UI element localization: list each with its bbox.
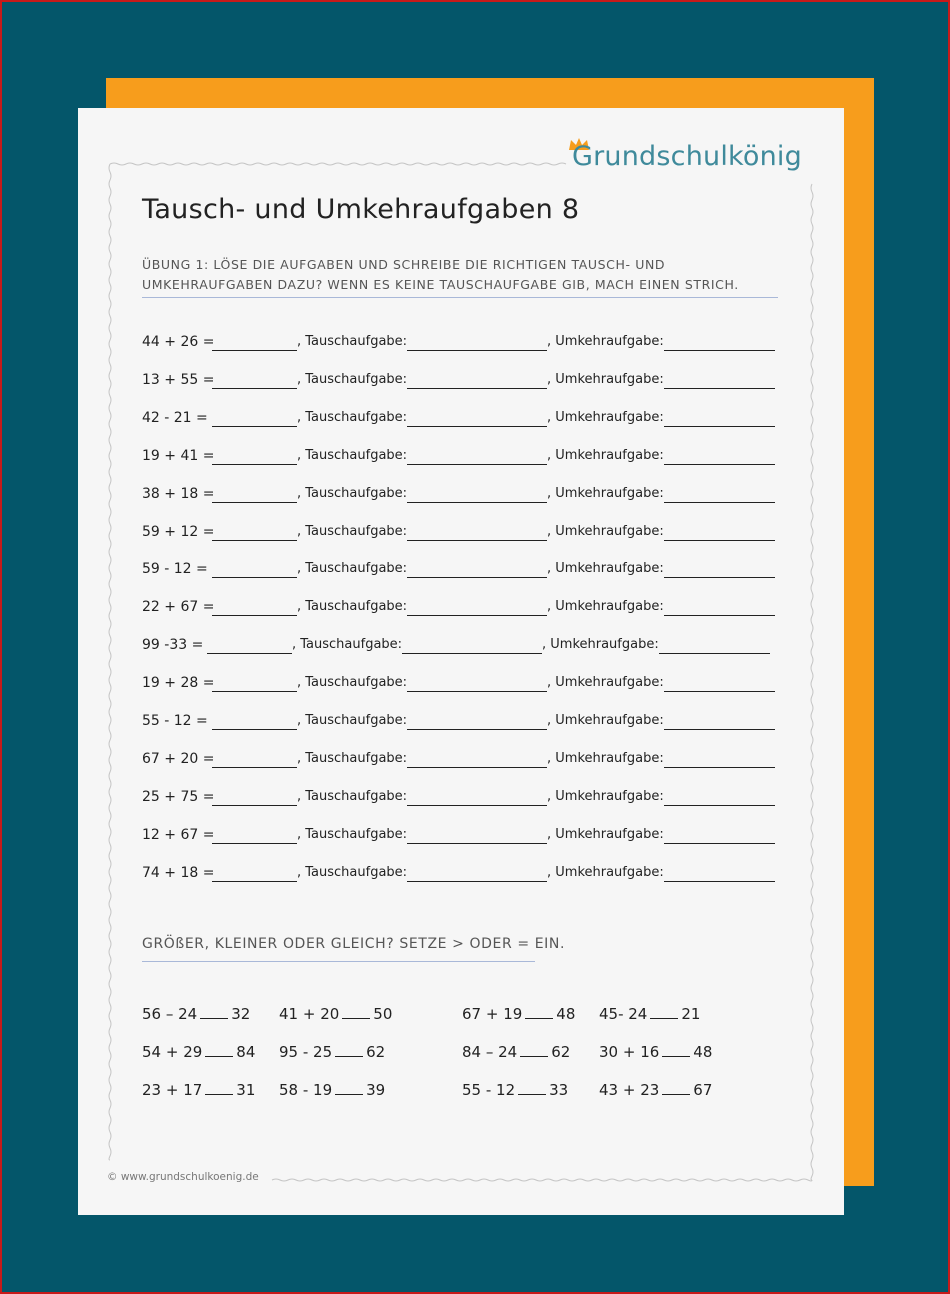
answer-blank[interactable] — [212, 751, 297, 768]
inverse-task-blank[interactable] — [664, 448, 775, 465]
inverse-task-blank[interactable] — [664, 486, 775, 503]
comparison-right: 39 — [366, 1081, 386, 1099]
swap-task-blank[interactable] — [407, 713, 547, 730]
swap-task-blank[interactable] — [407, 751, 547, 768]
task-row — [142, 561, 782, 583]
inverse-task-blank[interactable] — [664, 751, 775, 768]
comparison-blank[interactable] — [200, 1006, 228, 1019]
comparison-blank[interactable] — [205, 1044, 233, 1057]
comparison-blank[interactable] — [335, 1044, 363, 1057]
comparison-left: 56 – 24 — [142, 1005, 198, 1023]
swap-task-label: , Tauschaufgabe: — [297, 371, 408, 387]
inverse-task-label: , Umkehraufgabe: — [547, 409, 664, 425]
answer-blank[interactable] — [212, 827, 297, 844]
swap-task-blank[interactable] — [407, 410, 547, 427]
comparison-blank[interactable] — [525, 1006, 553, 1019]
comparison-blank[interactable] — [662, 1044, 690, 1057]
task-row — [142, 675, 782, 697]
inverse-task-label: , Umkehraufgabe: — [547, 485, 664, 501]
task-equation: 59 + 12 = — [142, 523, 215, 540]
swap-task-label: , Tauschaufgabe: — [297, 599, 408, 615]
task-row — [142, 637, 782, 659]
inverse-task-label: , Umkehraufgabe: — [547, 447, 664, 463]
task-row — [142, 524, 782, 546]
inverse-task-label: , Umkehraufgabe: — [547, 371, 664, 387]
swap-task-label: , Tauschaufgabe: — [292, 637, 403, 653]
comparison-right: 67 — [693, 1081, 713, 1099]
comparison-left: 41 + 20 — [279, 1005, 340, 1023]
task-equation: 42 - 21 = — [142, 409, 208, 426]
task-equation: 25 + 75 = — [142, 788, 215, 805]
task-equation: 55 - 12 = — [142, 713, 208, 729]
task-row — [142, 410, 782, 432]
comparison-item — [142, 1081, 255, 1099]
task-equation: 59 - 12 = — [142, 561, 208, 578]
swap-task-label: , Tauschaufgabe: — [297, 788, 408, 804]
comparison-right: 33 — [549, 1081, 569, 1099]
comparison-left: 84 – 24 — [462, 1043, 518, 1061]
comparison-left: 54 + 29 — [142, 1043, 203, 1061]
comparison-blank[interactable] — [518, 1082, 546, 1095]
answer-blank[interactable] — [212, 334, 297, 351]
comparison-right: 48 — [556, 1005, 576, 1023]
comparison-item — [599, 1005, 700, 1023]
comparison-item — [462, 1005, 575, 1023]
swap-task-blank[interactable] — [407, 334, 547, 351]
swap-task-label: , Tauschaufgabe: — [297, 447, 408, 463]
swap-task-blank[interactable] — [402, 637, 542, 654]
swap-task-label: , Tauschaufgabe: — [297, 334, 408, 349]
divider-line — [142, 297, 778, 298]
answer-blank[interactable] — [212, 448, 297, 465]
inverse-task-blank[interactable] — [664, 865, 775, 882]
swap-task-blank[interactable] — [407, 675, 547, 692]
swap-task-blank[interactable] — [407, 372, 547, 389]
inverse-task-label: , Umkehraufgabe: — [547, 788, 664, 804]
answer-blank[interactable] — [212, 486, 297, 503]
comparison-left: 55 - 12 — [462, 1081, 516, 1099]
comparison-item — [279, 1043, 385, 1061]
answer-blank[interactable] — [212, 599, 297, 616]
answer-blank[interactable] — [212, 372, 297, 389]
inverse-task-label: , Umkehraufgabe: — [547, 523, 664, 539]
inverse-task-label: , Umkehraufgabe: — [542, 637, 659, 653]
inverse-task-label: , Umkehraufgabe: — [547, 826, 664, 842]
comparison-right: 62 — [551, 1043, 571, 1061]
task-equation: 67 + 20 = — [142, 750, 215, 767]
task-equation: 12 + 67 = — [142, 826, 215, 843]
swap-task-blank[interactable] — [407, 561, 547, 578]
answer-blank[interactable] — [207, 637, 292, 654]
inverse-task-blank[interactable] — [664, 561, 775, 578]
inverse-task-blank[interactable] — [659, 637, 770, 654]
inverse-task-blank[interactable] — [664, 675, 775, 692]
comparison-right: 31 — [236, 1081, 256, 1099]
task-equation: 44 + 26 = — [142, 334, 215, 350]
task-row — [142, 827, 782, 849]
inverse-task-blank[interactable] — [664, 599, 775, 616]
inverse-task-label: , Umkehraufgabe: — [547, 599, 664, 615]
swap-task-blank[interactable] — [407, 486, 547, 503]
inverse-task-label: , Umkehraufgabe: — [547, 864, 664, 880]
swap-task-label: , Tauschaufgabe: — [297, 750, 408, 766]
inverse-task-blank[interactable] — [664, 334, 775, 351]
inverse-task-label: , Umkehraufgabe: — [547, 675, 664, 691]
task-equation: 19 + 28 = — [142, 675, 215, 692]
comparison-right: 62 — [366, 1043, 386, 1061]
task-row — [142, 789, 782, 811]
swap-task-blank[interactable] — [407, 827, 547, 844]
comparison-right: 50 — [373, 1005, 393, 1023]
comparison-blank[interactable] — [205, 1082, 233, 1095]
task-equation: 22 + 67 = — [142, 599, 215, 616]
swap-task-blank[interactable] — [407, 789, 547, 806]
task-equation: 38 + 18 = — [142, 485, 215, 502]
comparison-left: 23 + 17 — [142, 1081, 203, 1099]
inverse-task-blank[interactable] — [664, 372, 775, 389]
swap-task-label: , Tauschaufgabe: — [297, 485, 408, 501]
inverse-task-label: , Umkehraufgabe: — [547, 750, 664, 766]
inverse-task-label: , Umkehraufgabe: — [547, 713, 664, 728]
task-row — [142, 448, 782, 470]
swap-task-blank[interactable] — [407, 865, 547, 882]
exercise2-instruction: GRÖßER, KLEINER ODER GLEICH? SETZE > ODER = EIN. — [142, 936, 566, 952]
answer-blank[interactable] — [212, 524, 297, 541]
comparison-item — [142, 1005, 250, 1023]
task-row — [142, 334, 782, 356]
swap-task-blank[interactable] — [407, 524, 547, 541]
inverse-task-blank[interactable] — [664, 410, 775, 427]
comparison-item — [599, 1081, 712, 1099]
comparison-item — [142, 1043, 255, 1061]
exercise1-instruction — [142, 255, 782, 295]
comparison-blank[interactable] — [342, 1006, 370, 1019]
divider-line-2 — [142, 961, 535, 962]
comparison-item — [279, 1005, 392, 1023]
task-row — [142, 599, 782, 621]
comparison-item — [599, 1043, 712, 1061]
comparison-blank[interactable] — [520, 1044, 548, 1057]
comparison-item — [462, 1081, 568, 1099]
comparison-blank[interactable] — [335, 1082, 363, 1095]
answer-blank[interactable] — [212, 675, 297, 692]
swap-task-label: , Tauschaufgabe: — [297, 523, 408, 539]
task-row — [142, 751, 782, 773]
comparison-left: 30 + 16 — [599, 1043, 660, 1061]
instruction-line-2: UMKEHRAUFGABEN DAZU? WENN ES KEINE TAUSCHAUFGABE GIB, MACH EINEN STRICH. — [142, 277, 739, 292]
answer-blank[interactable] — [212, 561, 297, 578]
comparison-left: 58 - 19 — [279, 1081, 333, 1099]
inverse-task-label: , Umkehraufgabe: — [547, 561, 664, 577]
worksheet-title: Tausch- und Umkehraufgaben 8 — [142, 194, 580, 225]
answer-blank[interactable] — [212, 789, 297, 806]
instruction-line-1: ÜBUNG 1: LÖSE DIE AUFGABEN UND SCHREIBE DIE RICHTIGEN TAUSCH- UND — [142, 257, 666, 272]
task-equation: 74 + 18 = — [142, 864, 215, 881]
comparison-item — [462, 1043, 570, 1061]
comparison-right: 32 — [231, 1005, 251, 1023]
swap-task-blank[interactable] — [407, 448, 547, 465]
task-equation: 19 + 41 = — [142, 447, 215, 464]
task-row — [142, 865, 782, 887]
comparison-left: 45- 24 — [599, 1005, 648, 1023]
task-equation: 13 + 55 = — [142, 371, 215, 388]
comparison-item — [279, 1081, 385, 1099]
answer-blank[interactable] — [212, 713, 297, 730]
task-row — [142, 372, 782, 394]
inverse-task-label: , Umkehraufgabe: — [547, 334, 664, 349]
swap-task-blank[interactable] — [407, 599, 547, 616]
comparison-left: 67 + 19 — [462, 1005, 523, 1023]
swap-task-label: , Tauschaufgabe: — [297, 713, 408, 728]
task-row — [142, 713, 782, 735]
comparison-right: 48 — [693, 1043, 713, 1061]
task-row — [142, 486, 782, 508]
swap-task-label: , Tauschaufgabe: — [297, 826, 408, 842]
inverse-task-blank[interactable] — [664, 524, 775, 541]
swap-task-label: , Tauschaufgabe: — [297, 675, 408, 691]
comparison-right: 21 — [681, 1005, 701, 1023]
comparison-blank[interactable] — [662, 1082, 690, 1095]
swap-task-label: , Tauschaufgabe: — [297, 864, 408, 880]
comparison-left: 43 + 23 — [599, 1081, 660, 1099]
comparison-left: 95 - 25 — [279, 1043, 333, 1061]
comparison-right: 84 — [236, 1043, 256, 1061]
logo-text: Grundschulkönig — [572, 141, 802, 172]
inverse-task-blank[interactable] — [664, 713, 775, 730]
answer-blank[interactable] — [212, 865, 297, 882]
inverse-task-blank[interactable] — [664, 827, 775, 844]
task-equation: 99 -33 = — [142, 637, 204, 654]
footer-url: © www.grundschulkoenig.de — [107, 1171, 259, 1183]
swap-task-label: , Tauschaufgabe: — [297, 561, 408, 577]
comparison-blank[interactable] — [650, 1006, 678, 1019]
inverse-task-blank[interactable] — [664, 789, 775, 806]
answer-blank[interactable] — [212, 410, 297, 427]
swap-task-label: , Tauschaufgabe: — [297, 409, 408, 425]
